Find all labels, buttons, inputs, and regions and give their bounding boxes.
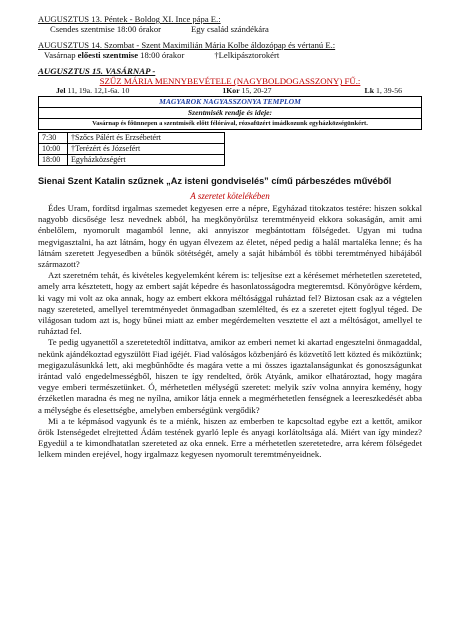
day-heading: AUGUSZTUS 13. Péntek - Boldog XI. Ince pápa E.: <box>38 14 221 24</box>
mass-time: 18:00 órakor <box>138 50 185 60</box>
mass-intention: †Lelkipásztorokért <box>214 50 280 60</box>
mass-prefix: Vasárnap <box>44 50 78 60</box>
mass-line <box>38 24 422 35</box>
reading-1: Jel 11, 19a. 12,1-6a. 10 <box>56 86 130 95</box>
article <box>38 175 422 461</box>
article-title: Sienai Szent Katalin szűznek „Az isteni gondviselés” című párbeszédes művéből <box>38 176 392 186</box>
schedule-heading: Szentmisék rendje és ideje: <box>39 108 421 119</box>
mass-intention: †Terézért és Józsefért <box>68 144 225 155</box>
church-name: MAGYAROK NAGYASSZONYA TEMPLOM <box>39 97 421 108</box>
table-row <box>39 144 225 155</box>
feast-title: SZŰZ MÁRIA MENNYBEVÉTELE (NAGYBOLDOGASSZONY) FŰ.: <box>99 76 361 86</box>
mass-intention: Egy család szándékára <box>190 24 269 34</box>
article-paragraph: Mi a te képmásod vagyunk és te a miénk, hiszen az emberben te kapcsoltad egybe ezt a kettőt, amikor örök Istenségedet elrejtetted Ádám testének gyarló leple és anyagi korlátoltsága alá. Miért van így mindez? Egyedül a te kimondhatatlan szereteted az oka ennek. Erre a mérhetetlen szeretetedre, arra kérem fölségedet lelkem minden erejével, hogy irgalmazz kegyesen nyomorult teremtményeidnek. <box>38 415 422 460</box>
reading-2: 1Kor 15, 20-27 <box>222 86 272 95</box>
day-section-aug14 <box>38 40 422 61</box>
mass-table <box>38 132 225 166</box>
day-section-aug13 <box>38 14 422 35</box>
mass-time: 18:00 <box>39 155 68 166</box>
article-paragraph: Édes Uram, fordítsd irgalmas szemedet kegyesen erre a népre, Egyházad titokzatos testére: hiszen sokkal nagyobb dicsősége lesz nevednek abból, ha megkönyörülsz teremtményeid ekkora sokaságán, amit ami énbelőlem, nyomorult magamból lenne, aki annyiszor megbántottam fölségedet. Ugyan mi tudna megvigasztalni, ha azt látnám, hogy én ugyan élvezem az életet, néped pedig a halál martaléka lenne; és ha látnám szeretett Jegyesedben a bűnök sötétségét, amely a saját hibámból és többi teremtményed hibájából származott? <box>38 203 422 270</box>
readings-line <box>38 86 422 96</box>
mass-time: 10:00 <box>39 144 68 155</box>
rosary-notice: Vasárnap és főünnepen a szentmisék előtt félórával, rózsafüzért imádkozunk egyházközségünkért. <box>92 120 368 127</box>
church-box <box>38 96 422 130</box>
mass-line <box>38 50 422 61</box>
sunday-section <box>38 66 422 166</box>
day-heading: AUGUSZTUS 14. Szombat - Szent Maximilián Mária Kolbe áldozópap és vértanú E.: <box>38 40 336 50</box>
article-paragraph: Azt szeretném tehát, és kivételes kegyelemként kérem is: teljesítse ezt a kérésemet mérhetetlen szereteted, amely arra késztetett, hogy az embert saját képedre és hasonlatosságodra megteremtsd. Könyörögve kérdem, ki vagy mi volt az oka annak, hogy az embert ekkora méltósággal ruháztad fel? Biztosan csak az a végtelen nagy szereteted, amellyel teremtményedet önmagadban szemlélted, és ez a szeretet ejtett foglyul téged. De világosan tudom azt is, hogy bűnei miatt az ember megérdemelten vesztette el azt a méltóságot, amellyel te ruháztad fel. <box>38 270 422 337</box>
mass-time: Csendes szentmise 18:00 órakor <box>50 24 161 34</box>
mass-intention: †Szőcs Pálért és Erzsébetért <box>68 133 225 144</box>
table-row <box>39 133 225 144</box>
mass-time: 7:30 <box>39 133 68 144</box>
mass-intention: Egyházközségért <box>68 155 225 166</box>
day-heading: AUGUSZTUS 15. VASÁRNAP - <box>38 66 156 76</box>
gospel-reading: Lk 1, 39-56 <box>364 86 402 95</box>
bulletin-page <box>38 14 422 461</box>
article-paragraph: Te pedig ugyanettől a szeretetedtől indíttatva, amikor az emberi nemet ki akartad engesztelni önmagaddal, nekünk ajándékoztad egyszülött Fiad igéjét. Fiad valóságos közbenjáró és közvetítő lett közted és miköztünk; megigazulásunkká lett, aki megbűnhődte és magára vette a mi összes igaztalanságunkat és gonoszságunkat irántad való engedelmességből, hiszen te így rendelted, örök Atyánk, amikor elhatároztad, hogy magára vegye emberi természetünket. Ó, mérhetetlen mélységű szeretet: melyik szív volna annyira kemény, hogy érzéketlen maradna és meg ne nyílna, amikor látja ennek a megmérhetetlen fenségnek a leereszkedését abba a mélységbe és elesettségbe, amelyben emberségünk vergődik? <box>38 337 422 415</box>
table-row <box>39 155 225 166</box>
article-subtitle: A szeretet kötelékében <box>190 191 270 201</box>
mass-type: előesti szentmise <box>77 50 139 60</box>
